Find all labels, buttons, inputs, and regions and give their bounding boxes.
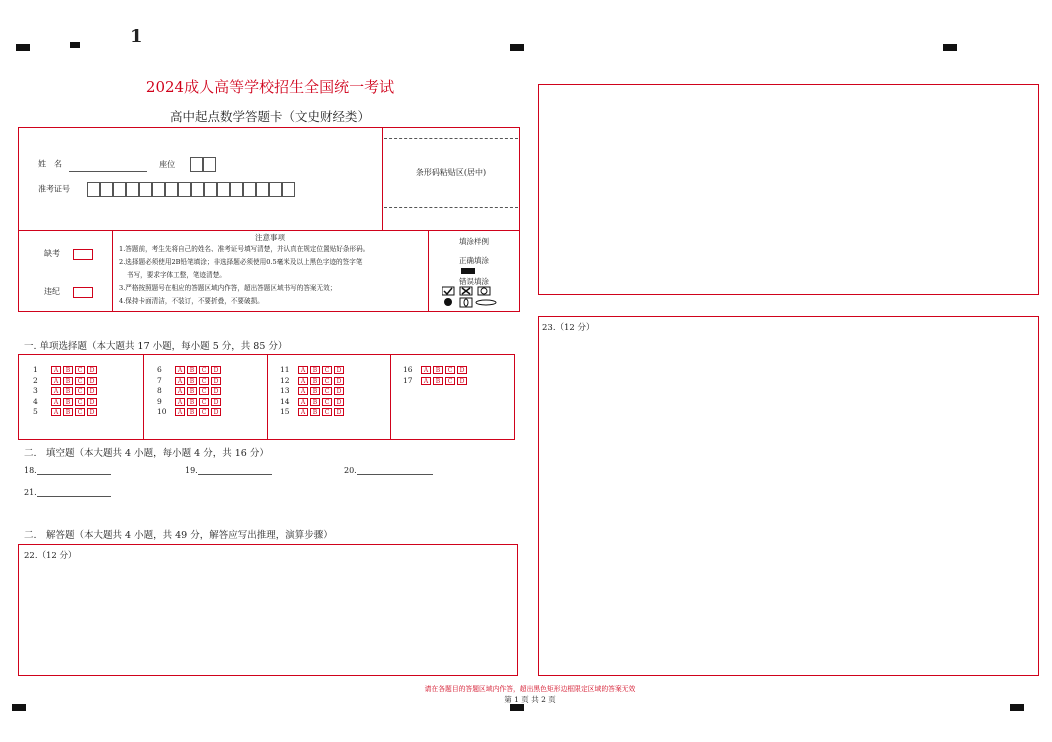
option-bubble-a[interactable]: A xyxy=(421,366,431,374)
choice-question-row xyxy=(403,365,469,376)
choice-question-row xyxy=(157,407,223,418)
notes-item: 4.保持卡面清洁，不装订，不要折叠，不要破损。 xyxy=(119,297,264,305)
notes-title: 注意事项 xyxy=(255,233,285,242)
option-bubble-b[interactable]: B xyxy=(63,387,73,395)
option-bubble-b[interactable]: B xyxy=(187,366,197,374)
violation-box[interactable] xyxy=(73,287,93,298)
q22-answer-box[interactable] xyxy=(18,544,518,676)
option-bubble-d[interactable]: D xyxy=(334,398,344,406)
option-bubble-a[interactable]: A xyxy=(298,398,308,406)
exam-id-cells[interactable] xyxy=(87,185,295,194)
notes-item: 1.答题前，考生先将自己的姓名、准考证号填写清楚，并认真在规定位置贴好条形码。 xyxy=(119,245,370,253)
option-bubble-a[interactable]: A xyxy=(51,408,61,416)
option-bubble-a[interactable]: A xyxy=(51,366,61,374)
registration-mark xyxy=(510,704,524,711)
footer-warning: 请在各题目的答题区域内作答，超出黑色矩形边框限定区域的答案无效 xyxy=(424,685,636,693)
option-bubble-c[interactable]: C xyxy=(199,387,209,395)
question-number: 8 xyxy=(157,386,162,395)
q18-answer-line[interactable] xyxy=(37,474,111,475)
option-bubble-b[interactable]: B xyxy=(63,366,73,374)
section3-heading: 二. 解答题（本大题共 4 小题，共 49 分，解答应写出推理，演算步骤） xyxy=(24,530,333,541)
option-bubble-a[interactable]: A xyxy=(175,408,185,416)
absent-box[interactable] xyxy=(73,249,93,260)
option-bubble-c[interactable]: C xyxy=(199,377,209,385)
option-bubble-a[interactable]: A xyxy=(175,377,185,385)
option-bubble-c[interactable]: C xyxy=(75,387,85,395)
option-bubble-d[interactable]: D xyxy=(211,408,221,416)
option-bubble-d[interactable]: D xyxy=(457,377,467,385)
barcode-divider xyxy=(382,127,383,231)
choice-divider xyxy=(143,354,144,440)
q20-label: 20. xyxy=(344,466,357,475)
exam-id-row xyxy=(38,182,295,197)
wrong-fill-label: 错误填涂 xyxy=(459,277,489,286)
option-bubble-b[interactable]: B xyxy=(187,387,197,395)
question-number: 16 xyxy=(403,365,413,374)
option-bubble-b[interactable]: B xyxy=(310,398,320,406)
choice-question-row xyxy=(157,386,223,397)
page-number-top: 1 xyxy=(130,26,143,47)
question-number: 17 xyxy=(403,375,413,385)
question-number: 5 xyxy=(33,407,38,416)
option-bubble-b[interactable]: B xyxy=(187,377,197,385)
option-bubble-c[interactable]: C xyxy=(322,387,332,395)
option-bubble-d[interactable]: D xyxy=(211,387,221,395)
option-bubble-a[interactable]: A xyxy=(298,366,308,374)
option-bubble-d[interactable]: D xyxy=(211,398,221,406)
option-bubble-b[interactable]: B xyxy=(63,408,73,416)
question-number: 10 xyxy=(157,407,167,416)
option-bubble-d[interactable]: D xyxy=(87,366,97,374)
option-bubble-b[interactable]: B xyxy=(310,387,320,395)
answer-box-top-right[interactable] xyxy=(538,84,1039,295)
name-label: 姓 名 xyxy=(38,159,62,169)
q21-label: 21. xyxy=(24,488,37,497)
registration-mark xyxy=(70,42,80,48)
option-bubble-b[interactable]: B xyxy=(433,377,443,385)
option-bubble-b[interactable]: B xyxy=(310,408,320,416)
option-bubble-a[interactable]: A xyxy=(51,398,61,406)
choice-question-row xyxy=(157,365,223,376)
q18-label: 18. xyxy=(24,466,37,475)
question-number: 9 xyxy=(157,396,162,406)
section2-heading: 二. 填空题（本大题共 4 小题，每小题 4 分，共 16 分） xyxy=(24,448,269,459)
option-bubble-b[interactable]: B xyxy=(310,366,320,374)
option-bubble-a[interactable]: A xyxy=(51,377,61,385)
choice-question-row xyxy=(280,397,346,408)
q19-answer-line[interactable] xyxy=(198,474,272,475)
choice-question-row xyxy=(403,376,469,387)
option-bubble-a[interactable]: A xyxy=(51,387,61,395)
notes-list xyxy=(119,243,425,308)
seat-cells[interactable] xyxy=(190,160,216,169)
question-number: 14 xyxy=(280,396,290,406)
question-number: 3 xyxy=(33,386,38,395)
absent-row xyxy=(44,248,93,260)
registration-mark xyxy=(16,44,30,51)
option-bubble-d[interactable]: D xyxy=(211,377,221,385)
option-bubble-c[interactable]: C xyxy=(199,408,209,416)
wrong-fill-samples xyxy=(442,286,502,308)
option-bubble-a[interactable]: A xyxy=(175,387,185,395)
option-bubble-c[interactable]: C xyxy=(322,366,332,374)
option-bubble-a[interactable]: A xyxy=(298,408,308,416)
option-bubble-c[interactable]: C xyxy=(445,366,455,374)
option-bubble-a[interactable]: A xyxy=(298,387,308,395)
option-bubble-b[interactable]: B xyxy=(63,398,73,406)
option-bubble-d[interactable]: D xyxy=(334,408,344,416)
option-bubble-d[interactable]: D xyxy=(334,377,344,385)
option-bubble-d[interactable]: D xyxy=(334,387,344,395)
notes-item: 3.严格按照题号在相应的答题区域内作答，超出答题区域书写的答案无效； xyxy=(119,284,337,292)
choice-divider xyxy=(390,354,391,440)
question-number: 4 xyxy=(33,396,38,406)
question-number: 15 xyxy=(280,407,290,416)
absent-label: 缺考 xyxy=(44,249,60,258)
option-bubble-d[interactable]: D xyxy=(87,408,97,416)
violation-row xyxy=(44,286,93,298)
option-bubble-c[interactable]: C xyxy=(199,366,209,374)
option-bubble-b[interactable]: B xyxy=(63,377,73,385)
choice-question-row xyxy=(280,365,346,376)
name-row xyxy=(38,157,216,172)
page-subtitle: 高中起点数学答题卡（文史财经类） xyxy=(169,109,370,124)
registration-mark xyxy=(12,704,26,711)
option-bubble-c[interactable]: C xyxy=(75,408,85,416)
choice-column xyxy=(403,365,469,386)
choice-question-row xyxy=(33,376,99,387)
question-number: 6 xyxy=(157,365,162,374)
exam-id-label: 准考证号 xyxy=(38,184,70,194)
choice-question-row xyxy=(33,397,99,408)
option-bubble-b[interactable]: B xyxy=(187,398,197,406)
choice-question-row xyxy=(280,376,346,387)
fill-blank-row xyxy=(185,466,272,475)
choice-column xyxy=(157,365,223,418)
question-number: 13 xyxy=(280,386,290,395)
option-bubble-c[interactable]: C xyxy=(75,398,85,406)
notes-item: 2.选择题必须使用2B铅笔填涂；非选择题必须使用0.5毫米及以上黑色字迹的签字笔 xyxy=(119,258,363,266)
option-bubble-d[interactable]: D xyxy=(211,366,221,374)
option-bubble-c[interactable]: C xyxy=(322,377,332,385)
option-bubble-a[interactable]: A xyxy=(175,398,185,406)
choice-question-row xyxy=(33,407,99,418)
option-bubble-c[interactable]: C xyxy=(199,398,209,406)
name-field[interactable] xyxy=(69,171,147,172)
q23-answer-box[interactable] xyxy=(538,316,1039,676)
option-bubble-d[interactable]: D xyxy=(87,398,97,406)
option-bubble-a[interactable]: A xyxy=(298,377,308,385)
choice-column xyxy=(280,365,346,418)
question-number: 2 xyxy=(33,375,38,385)
option-bubble-b[interactable]: B xyxy=(310,377,320,385)
choice-question-row xyxy=(280,407,346,418)
option-bubble-d[interactable]: D xyxy=(334,366,344,374)
fill-blank-row xyxy=(24,466,111,475)
option-bubble-a[interactable]: A xyxy=(421,377,431,385)
registration-mark xyxy=(1010,704,1024,711)
option-bubble-c[interactable]: C xyxy=(322,408,332,416)
option-bubble-c[interactable]: C xyxy=(445,377,455,385)
choice-question-row xyxy=(33,365,99,376)
fill-sample-title: 填涂样例 xyxy=(459,237,489,246)
option-bubble-c[interactable]: C xyxy=(75,377,85,385)
registration-mark xyxy=(943,44,957,51)
correct-fill-sample xyxy=(461,268,475,274)
section1-heading: 一. 单项选择题（本大题共 17 小题，每小题 5 分，共 85 分） xyxy=(24,341,288,352)
option-bubble-d[interactable]: D xyxy=(457,366,467,374)
seat-label: 座位 xyxy=(159,159,176,169)
question-number: 1 xyxy=(33,365,38,374)
q19-label: 19. xyxy=(185,466,198,475)
fill-blank-row xyxy=(344,466,433,475)
page-title: 2024成人高等学校招生全国统一考试 xyxy=(145,78,395,96)
choice-question-row xyxy=(33,386,99,397)
choice-question-row xyxy=(280,386,346,397)
question-number: 7 xyxy=(157,375,162,385)
fill-blank-row xyxy=(24,488,111,497)
option-bubble-d[interactable]: D xyxy=(87,387,97,395)
option-bubble-d[interactable]: D xyxy=(87,377,97,385)
q20-answer-line[interactable] xyxy=(357,474,433,475)
violation-label: 违纪 xyxy=(44,287,60,296)
registration-mark xyxy=(510,44,524,51)
barcode-label: 条形码粘贴区(居中) xyxy=(415,168,487,177)
choice-divider xyxy=(267,354,268,440)
option-bubble-b[interactable]: B xyxy=(433,366,443,374)
choice-question-row xyxy=(157,397,223,408)
footer-page: 第 1 页 共 2 页 xyxy=(504,695,556,704)
option-bubble-b[interactable]: B xyxy=(187,408,197,416)
option-bubble-a[interactable]: A xyxy=(175,366,185,374)
choice-column xyxy=(33,365,99,418)
q21-answer-line[interactable] xyxy=(37,496,111,497)
notes-item: 书写，要求字体工整，笔迹清楚。 xyxy=(127,271,226,279)
correct-fill-label: 正确填涂 xyxy=(459,256,489,265)
option-bubble-c[interactable]: C xyxy=(75,366,85,374)
q23-label: 23.（12 分） xyxy=(542,323,595,333)
choice-question-row xyxy=(157,376,223,387)
question-number: 11 xyxy=(280,365,290,374)
q22-label: 22.（12 分） xyxy=(24,551,77,561)
question-number: 12 xyxy=(280,375,290,385)
option-bubble-c[interactable]: C xyxy=(322,398,332,406)
